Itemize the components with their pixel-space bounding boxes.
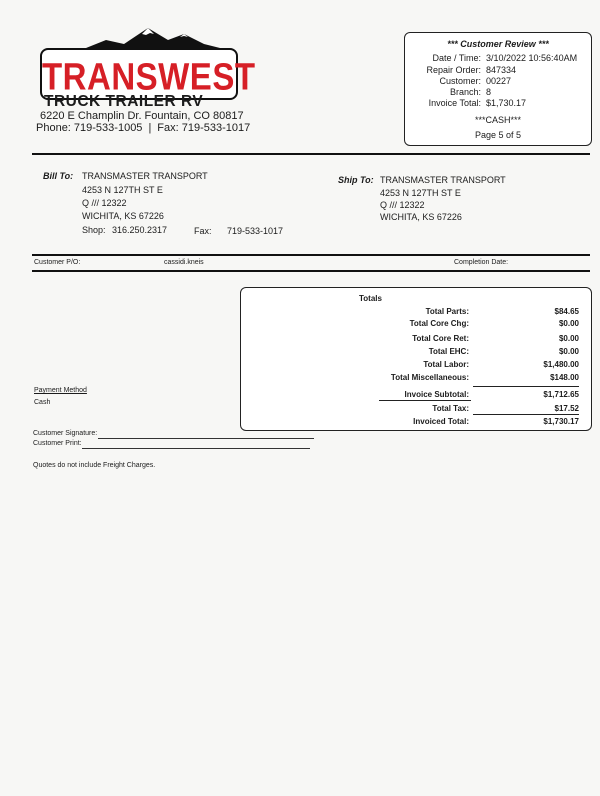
bill-to-street: 4253 N 127TH ST E xyxy=(82,185,163,195)
totals-value: $84.65 xyxy=(554,307,579,316)
bill-to-city: WICHITA, KS 67226 xyxy=(82,211,164,221)
company-tagline: TRUCK TRAILER RV xyxy=(44,93,204,110)
bill-to-shop-label: Shop: xyxy=(82,225,106,235)
po-value: cassidi.kneis xyxy=(164,259,204,266)
review-label: Date / Time: xyxy=(432,53,481,63)
totals-value: $17.52 xyxy=(554,404,579,413)
payment-flag: ***CASH*** xyxy=(474,115,522,125)
review-label: Branch: xyxy=(449,87,481,97)
print-label: Customer Print: xyxy=(33,440,82,447)
totals-box xyxy=(240,287,592,431)
company-fax: Fax: 719-533-1017 xyxy=(157,122,251,134)
po-bottom-divider xyxy=(32,270,590,272)
review-value: $1,730.17 xyxy=(486,98,527,108)
contact-separator: | xyxy=(148,122,152,134)
customer-review-box xyxy=(404,32,592,146)
company-contact xyxy=(36,122,250,134)
po-top-divider xyxy=(32,254,590,256)
completion-date-label: Completion Date: xyxy=(454,259,509,266)
totals-value: $1,730.17 xyxy=(543,417,579,426)
total-rule xyxy=(473,414,579,415)
totals-label: Invoice Subtotal: xyxy=(404,390,469,399)
bill-to-fax-label: Fax: xyxy=(194,226,212,236)
totals-label: Total Tax: xyxy=(432,404,469,413)
bill-to-line3: Q /// 12322 xyxy=(82,198,127,208)
bill-to-fax: 719-533-1017 xyxy=(227,226,284,236)
totals-value: $1,712.65 xyxy=(543,390,579,399)
review-label: Repair Order: xyxy=(426,65,481,75)
review-title: *** Customer Review *** xyxy=(447,39,549,49)
totals-value: $148.00 xyxy=(550,373,579,382)
signature-label: Customer Signature: xyxy=(33,430,98,437)
totals-label: Invoiced Total: xyxy=(413,417,469,426)
review-label: Invoice Total: xyxy=(428,98,481,108)
header-divider xyxy=(32,153,590,155)
print-line xyxy=(82,448,310,449)
ship-to-city: WICHITA, KS 67226 xyxy=(380,212,462,222)
totals-title: Totals xyxy=(359,294,382,303)
totals-label: Total Labor: xyxy=(423,360,469,369)
totals-label: Total Core Ret: xyxy=(412,334,469,343)
totals-label: Total Miscellaneous: xyxy=(390,373,469,382)
logo-wordmark: TRANSWEST xyxy=(42,55,256,98)
totals-value: $0.00 xyxy=(558,334,579,343)
review-value: 00227 xyxy=(486,76,512,86)
totals-value: $1,480.00 xyxy=(543,360,579,369)
review-label: Customer: xyxy=(439,76,481,86)
freight-note: Quotes do not include Freight Charges. xyxy=(33,462,156,469)
totals-label: Total EHC: xyxy=(428,347,469,356)
bill-to-label: Bill To: xyxy=(43,171,74,181)
bill-to-name: TRANSMASTER TRANSPORT xyxy=(82,171,208,181)
page-number: Page 5 of 5 xyxy=(474,130,522,140)
totals-label: Total Parts: xyxy=(425,307,469,316)
signature-line xyxy=(98,438,314,439)
review-value: 3/10/2022 10:56:40AM xyxy=(486,53,578,63)
bill-to-shop-phone: 316.250.2317 xyxy=(112,225,168,235)
ship-to-line3: Q /// 12322 xyxy=(380,200,425,210)
subtotal-rule xyxy=(473,386,579,387)
totals-label: Total Core Chg: xyxy=(409,319,469,328)
ship-to-name: TRANSMASTER TRANSPORT xyxy=(380,175,506,185)
totals-value: $0.00 xyxy=(558,347,579,356)
ship-to-label: Ship To: xyxy=(338,175,374,185)
company-address: 6220 E Champlin Dr. Fountain, CO 80817 xyxy=(40,110,244,122)
payment-method-value: Cash xyxy=(34,399,51,406)
totals-value: $0.00 xyxy=(558,319,579,328)
review-value: 847334 xyxy=(486,65,517,75)
subtotal-label-rule xyxy=(379,400,471,401)
po-label: Customer P/O: xyxy=(34,259,81,266)
review-value: 8 xyxy=(486,87,492,97)
ship-to-street: 4253 N 127TH ST E xyxy=(380,188,461,198)
company-phone: Phone: 719-533-1005 xyxy=(36,122,143,134)
payment-method-label: Payment Method xyxy=(34,387,87,394)
